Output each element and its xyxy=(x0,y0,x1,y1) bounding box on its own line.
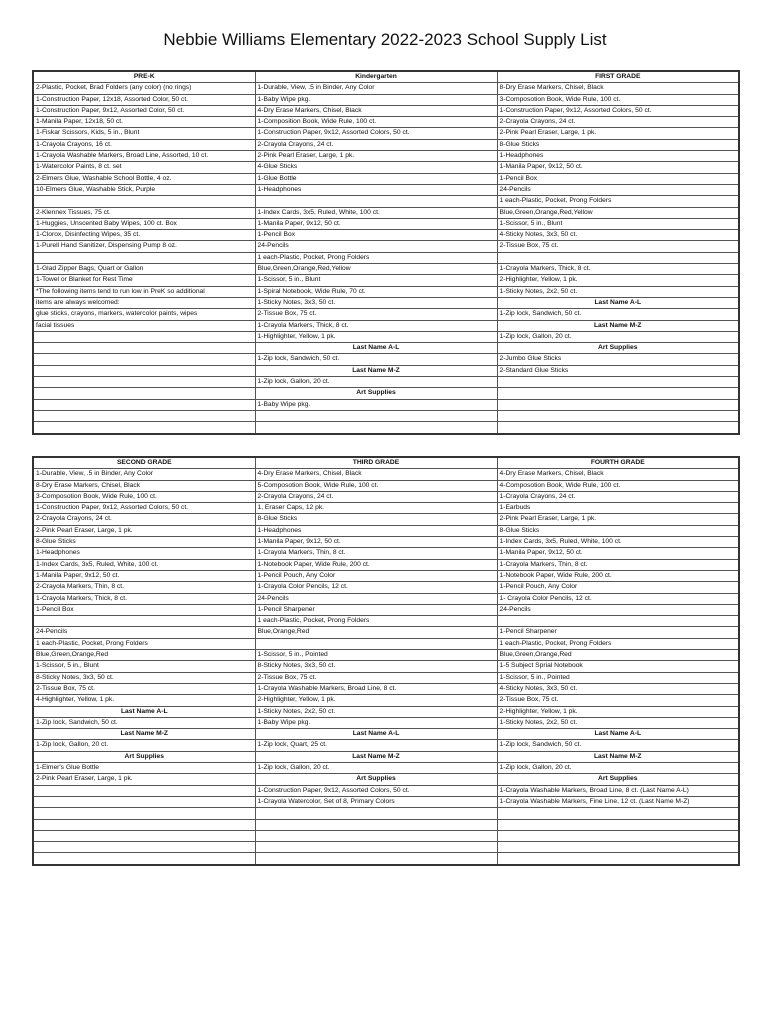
supply-item xyxy=(255,853,497,865)
supply-item: 1-Pencil Sharpener xyxy=(497,627,739,638)
supply-item: 1-Crayola Crayons, 16 ct. xyxy=(33,139,255,150)
supply-item: 1-Baby Wipe pkg. xyxy=(255,94,497,105)
supply-item: 1-Zip lock, Sandwich, 50 ct. xyxy=(255,354,497,365)
supply-item: 1-Pencil Pouch, Any Color xyxy=(255,570,497,581)
table-row xyxy=(33,525,739,536)
supply-item: 2-Highlighter, Yellow, 1 pk. xyxy=(255,695,497,706)
supply-item: 1-Elmer's Glue Bottle xyxy=(33,763,255,774)
supply-item: 1-Composition Book, Wide Rule, 100 ct. xyxy=(255,117,497,128)
table-row xyxy=(33,184,739,195)
table-row xyxy=(33,683,739,694)
supply-item: 2-Tissue Box, 75 ct. xyxy=(33,683,255,694)
supply-item: 1-Notebook Paper, Wide Rule, 200 ct. xyxy=(497,570,739,581)
supply-item: *The following items tend to run low in PreK so additional xyxy=(33,286,255,297)
supply-item: glue sticks, crayons, markers, watercolor paints, wipes xyxy=(33,309,255,320)
supply-item: 5-Composotion Book, Wide Rule, 100 ct. xyxy=(255,480,497,491)
table-row xyxy=(33,297,739,308)
table-row xyxy=(33,661,739,672)
section-subheading: Last Name A-L xyxy=(497,729,739,740)
supply-item xyxy=(497,842,739,853)
supply-item: 1-Headphones xyxy=(33,548,255,559)
supply-item: 4-Dry Erase Markers, Chisel, Black xyxy=(255,469,497,480)
table-row xyxy=(33,151,739,162)
supply-item: 1 each-Plastic, Pocket, Prong Folders xyxy=(255,616,497,627)
supply-item: 24-Pencils xyxy=(497,604,739,615)
supply-item: 1-Scissor, 5 in., Blunt xyxy=(255,275,497,286)
supply-item: 1-Sticky Notes, 3x3, 50 ct. xyxy=(255,297,497,308)
supply-item: 1 each-Plastic, Pocket, Prong Folders xyxy=(497,638,739,649)
supply-item: 2-Plastic, Pocket, Brad Folders (any color) (no rings) xyxy=(33,83,255,94)
table-row xyxy=(33,309,739,320)
supply-item: 2-Crayola Crayons, 24 ct. xyxy=(33,514,255,525)
supply-item: 1 each-Plastic, Pocket, Prong Folders xyxy=(33,638,255,649)
supply-item: 1-Zip lock, Gallon, 20 ct. xyxy=(255,377,497,388)
supply-item: 1 each-Plastic, Pocket, Prong Folders xyxy=(255,252,497,263)
supply-item: 2-Crayola Crayons, 24 ct. xyxy=(497,117,739,128)
supply-item: 1-Durable, View, .5 in Binder, Any Color xyxy=(33,469,255,480)
supply-item xyxy=(33,785,255,796)
supply-item: 1-Pencil Box xyxy=(255,230,497,241)
table-row xyxy=(33,83,739,94)
supply-item xyxy=(33,377,255,388)
table-row xyxy=(33,173,739,184)
supply-item: Blue,Green,Orange,Red xyxy=(33,650,255,661)
supply-item: 1-Construction Paper, 9x12, Assorted Color, 50 ct. xyxy=(33,105,255,116)
supply-item xyxy=(33,331,255,342)
supply-table-top xyxy=(32,70,740,435)
supply-item: 1-Zip lock, Quart, 25 ct. xyxy=(255,740,497,751)
supply-item: 1-Zip lock, Gallon, 20 ct. xyxy=(497,331,739,342)
table-row xyxy=(33,241,739,252)
supply-item xyxy=(33,853,255,865)
supply-item: 1-Fiskar Scissors, Kids, 5 in., Blunt xyxy=(33,128,255,139)
supply-item: 2-Highlighter, Yellow, 1 pk. xyxy=(497,275,739,286)
table-row xyxy=(33,410,739,421)
table-row xyxy=(33,388,739,399)
supply-item: 2-Tissue Box, 75 ct. xyxy=(255,672,497,683)
supply-item: 8-Glue Sticks xyxy=(497,525,739,536)
supply-item xyxy=(497,819,739,830)
supply-item: 8-Dry Erase Markers, Chisel, Black xyxy=(497,83,739,94)
table-row xyxy=(33,230,739,241)
supply-item: Blue,Orange,Red xyxy=(255,627,497,638)
supply-item: 2-Klennex Tissues, 75 ct. xyxy=(33,207,255,218)
supply-item: 1-Durable, View, .5 in Binder, Any Color xyxy=(255,83,497,94)
supply-item xyxy=(255,410,497,421)
supply-item: 1-Baby Wipe pkg. xyxy=(255,717,497,728)
supply-item: 1-Construction Paper, 9x12, Assorted Colors, 50 ct. xyxy=(255,128,497,139)
supply-item xyxy=(33,196,255,207)
supply-item: 1-Sticky Notes, 2x2, 50 ct. xyxy=(255,706,497,717)
supply-item: 8-Glue Sticks xyxy=(255,514,497,525)
supply-item: 2-Tissue Box, 75 ct. xyxy=(497,695,739,706)
supply-item xyxy=(33,819,255,830)
supply-item: 2-Pink Pearl Eraser, Large, 1 pk. xyxy=(497,128,739,139)
supply-item: 2-Highlighter, Yellow, 1 pk. xyxy=(497,706,739,717)
table-row xyxy=(33,548,739,559)
table-row xyxy=(33,537,739,548)
supply-item: 1-Manila Paper, 9x12, 50 ct. xyxy=(255,537,497,548)
table-row xyxy=(33,491,739,502)
table-row xyxy=(33,207,739,218)
supply-item: 1-Manila Paper, 9x12, 50 ct. xyxy=(255,218,497,229)
table-row xyxy=(33,604,739,615)
section-subheading: Last Name M-Z xyxy=(255,751,497,762)
supply-item: 1-Crayola Markers, Thin, 8 ct. xyxy=(497,559,739,570)
table-row xyxy=(33,139,739,150)
supply-item xyxy=(497,410,739,421)
table-row xyxy=(33,94,739,105)
supply-item xyxy=(497,377,739,388)
supply-item xyxy=(33,343,255,354)
table-row xyxy=(33,264,739,275)
supply-item: 1-Crayola Washable Markers, Broad Line, 8 ct. xyxy=(255,683,497,694)
table-row xyxy=(33,570,739,581)
supply-item: 4-Composotion Book, Wide Rule, 100 ct. xyxy=(497,480,739,491)
supply-table-bottom xyxy=(32,456,740,866)
supply-item: 1-Pencil Sharpener xyxy=(255,604,497,615)
supply-item: 1-Crayola Markers, Thin, 8 ct. xyxy=(255,548,497,559)
section-subheading: Art Supplies xyxy=(255,388,497,399)
grade-header: THIRD GRADE xyxy=(255,457,497,469)
supply-item: 1-Index Cards, 3x5, Ruled, White, 100 ct. xyxy=(255,207,497,218)
supply-item xyxy=(33,422,255,434)
supply-item: 1- Crayola Color Pencils, 12 ct. xyxy=(497,593,739,604)
supply-item: 1-Scissor, 5 in., Blunt xyxy=(497,218,739,229)
supply-item: 1-Crayola Washable Markers, Fine Line, 12 ct. (Last Name M-Z) xyxy=(497,796,739,807)
supply-item: 1-Crayola Markers, Thick, 8 ct. xyxy=(497,264,739,275)
section-subheading: Last Name M-Z xyxy=(497,751,739,762)
supply-item xyxy=(33,354,255,365)
supply-item: 1-Pencil Pouch, Any Color xyxy=(497,582,739,593)
supply-item: 1-Purell Hand Sanitizer, Dispensing Pump 8 oz. xyxy=(33,241,255,252)
section-subheading: Last Name M-Z xyxy=(33,729,255,740)
supply-item: 1-Crayola Washable Markers, Broad Line, 8 ct. (Last Name A-L) xyxy=(497,785,739,796)
table-row xyxy=(33,582,739,593)
supply-item: 1, Eraser Caps, 12 pk. xyxy=(255,503,497,514)
supply-item xyxy=(33,808,255,819)
supply-item xyxy=(255,819,497,830)
grade-header: SECOND GRADE xyxy=(33,457,255,469)
table-row xyxy=(33,717,739,728)
supply-item: 1-Zip lock, Sandwich, 50 ct. xyxy=(497,740,739,751)
supply-item: 1-Crayola Crayons, 24 ct. xyxy=(497,491,739,502)
supply-item xyxy=(497,616,739,627)
supply-item xyxy=(33,252,255,263)
supply-item: 1-Earbuds xyxy=(497,503,739,514)
section-subheading: Last Name A-L xyxy=(255,729,497,740)
supply-item: 4-Dry Erase Markers, Chisel, Black xyxy=(255,105,497,116)
supply-item: 1 each-Plastic, Pocket, Prong Folders xyxy=(497,196,739,207)
supply-item xyxy=(497,388,739,399)
supply-item: 1-Headphones xyxy=(497,151,739,162)
table-row xyxy=(33,672,739,683)
table-row xyxy=(33,275,739,286)
supply-item xyxy=(33,399,255,410)
table-row xyxy=(33,105,739,116)
table-row xyxy=(33,162,739,173)
supply-item xyxy=(33,365,255,376)
supply-item: 1-Pencil Box xyxy=(33,604,255,615)
supply-item: 1-Huggies, Unscented Baby Wipes, 100 ct. Box xyxy=(33,218,255,229)
supply-item: 24-Pencils xyxy=(497,184,739,195)
grade-header-row xyxy=(33,71,739,83)
table-row xyxy=(33,830,739,841)
supply-item: 1-Notebook Paper, Wide Rule, 200 ct. xyxy=(255,559,497,570)
supply-item: 1-Glue Bottle xyxy=(255,173,497,184)
table-row xyxy=(33,480,739,491)
grade-header: PRE-K xyxy=(33,71,255,83)
supply-item: items are always welcomed: xyxy=(33,297,255,308)
supply-item: Blue,Green,Orange,Red,Yellow xyxy=(497,207,739,218)
grade-header: FIRST GRADE xyxy=(497,71,739,83)
supply-item: 1-Towel or Blanket for Rest Time xyxy=(33,275,255,286)
supply-item: 1-Highlighter, Yellow, 1 pk. xyxy=(255,331,497,342)
table-row xyxy=(33,320,739,331)
supply-item: 1-Construction Paper, 12x18, Assorted Color, 50 ct. xyxy=(33,94,255,105)
supply-item: 1-Manila Paper, 9x12, 50 ct. xyxy=(497,162,739,173)
supply-item: 2-Tissue Box, 75 ct. xyxy=(255,309,497,320)
supply-item xyxy=(33,830,255,841)
supply-item xyxy=(497,399,739,410)
table-row xyxy=(33,422,739,434)
table-row xyxy=(33,196,739,207)
supply-item: 1-Index Cards, 3x5, Ruled, White, 100 ct. xyxy=(33,559,255,570)
supply-item: 1-Clorox, Disinfecting Wipes, 35 ct. xyxy=(33,230,255,241)
supply-item xyxy=(33,388,255,399)
table-row xyxy=(33,638,739,649)
supply-item: 1-Glad Zipper Bags, Quart or Gallon xyxy=(33,264,255,275)
supply-item: 1-Watercolor Paints, 8 ct. set xyxy=(33,162,255,173)
supply-item: 1-Zip lock, Gallon, 20 ct. xyxy=(497,763,739,774)
supply-item xyxy=(255,808,497,819)
table-row xyxy=(33,354,739,365)
supply-item: 2-Pink Pearl Eraser, Large, 1 pk. xyxy=(33,525,255,536)
supply-item xyxy=(33,796,255,807)
supply-item: 1-Construction Paper, 9x12, Assorted Colors, 50 ct. xyxy=(255,785,497,796)
table-row xyxy=(33,343,739,354)
supply-item: 1-Headphones xyxy=(255,184,497,195)
supply-item: 1-Zip lock, Gallon, 20 ct. xyxy=(33,740,255,751)
table-row xyxy=(33,740,739,751)
supply-item xyxy=(33,616,255,627)
table-row xyxy=(33,593,739,604)
table-row xyxy=(33,559,739,570)
table-row xyxy=(33,399,739,410)
supply-item: facial tissues xyxy=(33,320,255,331)
table-row xyxy=(33,616,739,627)
section-subheading: Art Supplies xyxy=(497,343,739,354)
page-title: Nebbie Williams Elementary 2022-2023 School Supply List xyxy=(163,30,607,49)
supply-item: 4-Sticky Notes, 3x3, 50 ct. xyxy=(497,230,739,241)
table-row xyxy=(33,729,739,740)
supply-item: 1-Spiral Notebook, Wide Rule, 70 ct. xyxy=(255,286,497,297)
supply-item: 24-Pencils xyxy=(33,627,255,638)
supply-item: 2-Pink Pearl Eraser, Large, 1 pk. xyxy=(33,774,255,785)
supply-item: 1-Construction Paper, 9x12, Assorted Colors, 50 ct. xyxy=(33,503,255,514)
section-subheading: Last Name A-L xyxy=(33,706,255,717)
supply-item: 2-Jumbo Glue Sticks xyxy=(497,354,739,365)
supply-item: 2-Crayola Crayons, 24 ct. xyxy=(255,139,497,150)
supply-item: 1-Baby Wipe pkg. xyxy=(255,399,497,410)
section-subheading: Art Supplies xyxy=(497,774,739,785)
supply-item xyxy=(255,196,497,207)
supply-item: 1-Crayola Color Pencils, 12 ct. xyxy=(255,582,497,593)
supply-item: 2-Elmers Glue, Washable School Bottle, 4 oz. xyxy=(33,173,255,184)
supply-item xyxy=(33,410,255,421)
table-row xyxy=(33,751,739,762)
supply-item: 1-Pencil Box xyxy=(497,173,739,184)
section-subheading: Last Name A-L xyxy=(497,297,739,308)
supply-item: 1-Zip lock, Sandwich, 50 ct. xyxy=(33,717,255,728)
table-row xyxy=(33,377,739,388)
supply-item xyxy=(497,808,739,819)
supply-item xyxy=(33,842,255,853)
supply-item: 1-Manila Paper, 9x12, 50 ct. xyxy=(33,570,255,581)
supply-item: 4-Highlighter, Yellow, 1 pk. xyxy=(33,695,255,706)
supply-item: 1-Headphones xyxy=(255,525,497,536)
supply-item: 1-Zip lock, Sandwich, 50 ct. xyxy=(497,309,739,320)
supply-item xyxy=(497,252,739,263)
supply-item: 2-Crayola Markers, Thin, 8 ct. xyxy=(33,582,255,593)
grade-header: Kindergarten xyxy=(255,71,497,83)
supply-item: 1-Scissor, 5 in., Pointed xyxy=(255,650,497,661)
supply-item: 8-Glue Sticks xyxy=(33,537,255,548)
supply-item: 1-Crayola Markers, Thick, 8 ct. xyxy=(255,320,497,331)
supply-item xyxy=(497,830,739,841)
supply-item: 2-Pink Pearl Eraser, Large, 1 pk. xyxy=(255,151,497,162)
table-row xyxy=(33,627,739,638)
section-subheading: Art Supplies xyxy=(33,751,255,762)
supply-item: 1-Manila Paper, 9x12, 50 ct. xyxy=(497,548,739,559)
supply-item: 8-Sticky Notes, 3x3, 50 ct. xyxy=(255,661,497,672)
supply-item: 1-5 Subject Sprial Notebook xyxy=(497,661,739,672)
supply-item: 2-Tissue Box, 75 ct. xyxy=(497,241,739,252)
supply-item xyxy=(255,830,497,841)
supply-item: 1-Crayola Washable Markers, Broad Line, Assorted, 10 ct. xyxy=(33,151,255,162)
supply-item: 10-Elmers Glue, Washable Stick, Purple xyxy=(33,184,255,195)
supply-item: 1-Manila Paper, 12x18, 50 ct. xyxy=(33,117,255,128)
supply-item: 1-Scissor, 5 in., Pointed xyxy=(497,672,739,683)
table-row xyxy=(33,128,739,139)
table-row xyxy=(33,650,739,661)
table-row xyxy=(33,796,739,807)
supply-item: 3-Composotion Book, Wide Rule, 100 ct. xyxy=(497,94,739,105)
supply-item: 1-Sticky Notes, 2x2, 50 ct. xyxy=(497,717,739,728)
supply-item: Blue,Green,Orange,Red xyxy=(497,650,739,661)
supply-item: 4-Dry Erase Markers, Chisel, Black xyxy=(497,469,739,480)
supply-item xyxy=(497,422,739,434)
supply-item: 1-Sticky Notes, 2x2, 50 ct. xyxy=(497,286,739,297)
section-subheading: Last Name A-L xyxy=(255,343,497,354)
table-row xyxy=(33,286,739,297)
supply-item: 1-Construction Paper, 9x12, Assorted Colors, 50 ct. xyxy=(497,105,739,116)
table-row xyxy=(33,503,739,514)
section-subheading: Last Name M-Z xyxy=(497,320,739,331)
table-row xyxy=(33,774,739,785)
supply-item: 2-Crayola Crayons, 24 ct. xyxy=(255,491,497,502)
supply-item: 2-Pink Pearl Eraser, Large, 1 pk. xyxy=(497,514,739,525)
supply-item xyxy=(255,638,497,649)
supply-item: 4-Sticky Notes, 3x3, 50 ct. xyxy=(497,683,739,694)
table-row xyxy=(33,853,739,865)
table-row xyxy=(33,117,739,128)
supply-item xyxy=(497,853,739,865)
table-row xyxy=(33,695,739,706)
supply-item xyxy=(255,842,497,853)
supply-item: 24-Pencils xyxy=(255,593,497,604)
table-row xyxy=(33,785,739,796)
table-row xyxy=(33,842,739,853)
table-row xyxy=(33,763,739,774)
supply-item: 8-Glue Sticks xyxy=(497,139,739,150)
supply-item: 8-Dry Erase Markers, Chisel, Black xyxy=(33,480,255,491)
table-row xyxy=(33,469,739,480)
supply-item: 4-Glue Sticks xyxy=(255,162,497,173)
supply-item: Blue,Green,Orange,Red,Yellow xyxy=(255,264,497,275)
section-subheading: Art Supplies xyxy=(255,774,497,785)
table-row xyxy=(33,808,739,819)
supply-item: 1-Index Cards, 3x5, Ruled, White, 100 ct. xyxy=(497,537,739,548)
table-row xyxy=(33,252,739,263)
supply-item: 1-Crayola Markers, Thick, 8 ct. xyxy=(33,593,255,604)
supply-item: 1-Crayola Watercolor, Set of 8, Primary Colors xyxy=(255,796,497,807)
supply-item xyxy=(255,422,497,434)
supply-item: 3-Composotion Book, Wide Rule, 100 ct. xyxy=(33,491,255,502)
table-row xyxy=(33,331,739,342)
table-row xyxy=(33,819,739,830)
supply-item: 1-Zip lock, Gallon, 20 ct. xyxy=(255,763,497,774)
supply-item: 24-Pencils xyxy=(255,241,497,252)
section-subheading: Last Name M-Z xyxy=(255,365,497,376)
supply-item: 8-Sticky Notes, 3x3, 50 ct. xyxy=(33,672,255,683)
table-row xyxy=(33,706,739,717)
table-row xyxy=(33,514,739,525)
supply-item: 1-Scissor, 5 in., Blunt xyxy=(33,661,255,672)
table-row xyxy=(33,218,739,229)
table-row xyxy=(33,365,739,376)
grade-header-row xyxy=(33,457,739,469)
supply-item: 2-Standard Glue Sticks xyxy=(497,365,739,376)
grade-header: FOURTH GRADE xyxy=(497,457,739,469)
